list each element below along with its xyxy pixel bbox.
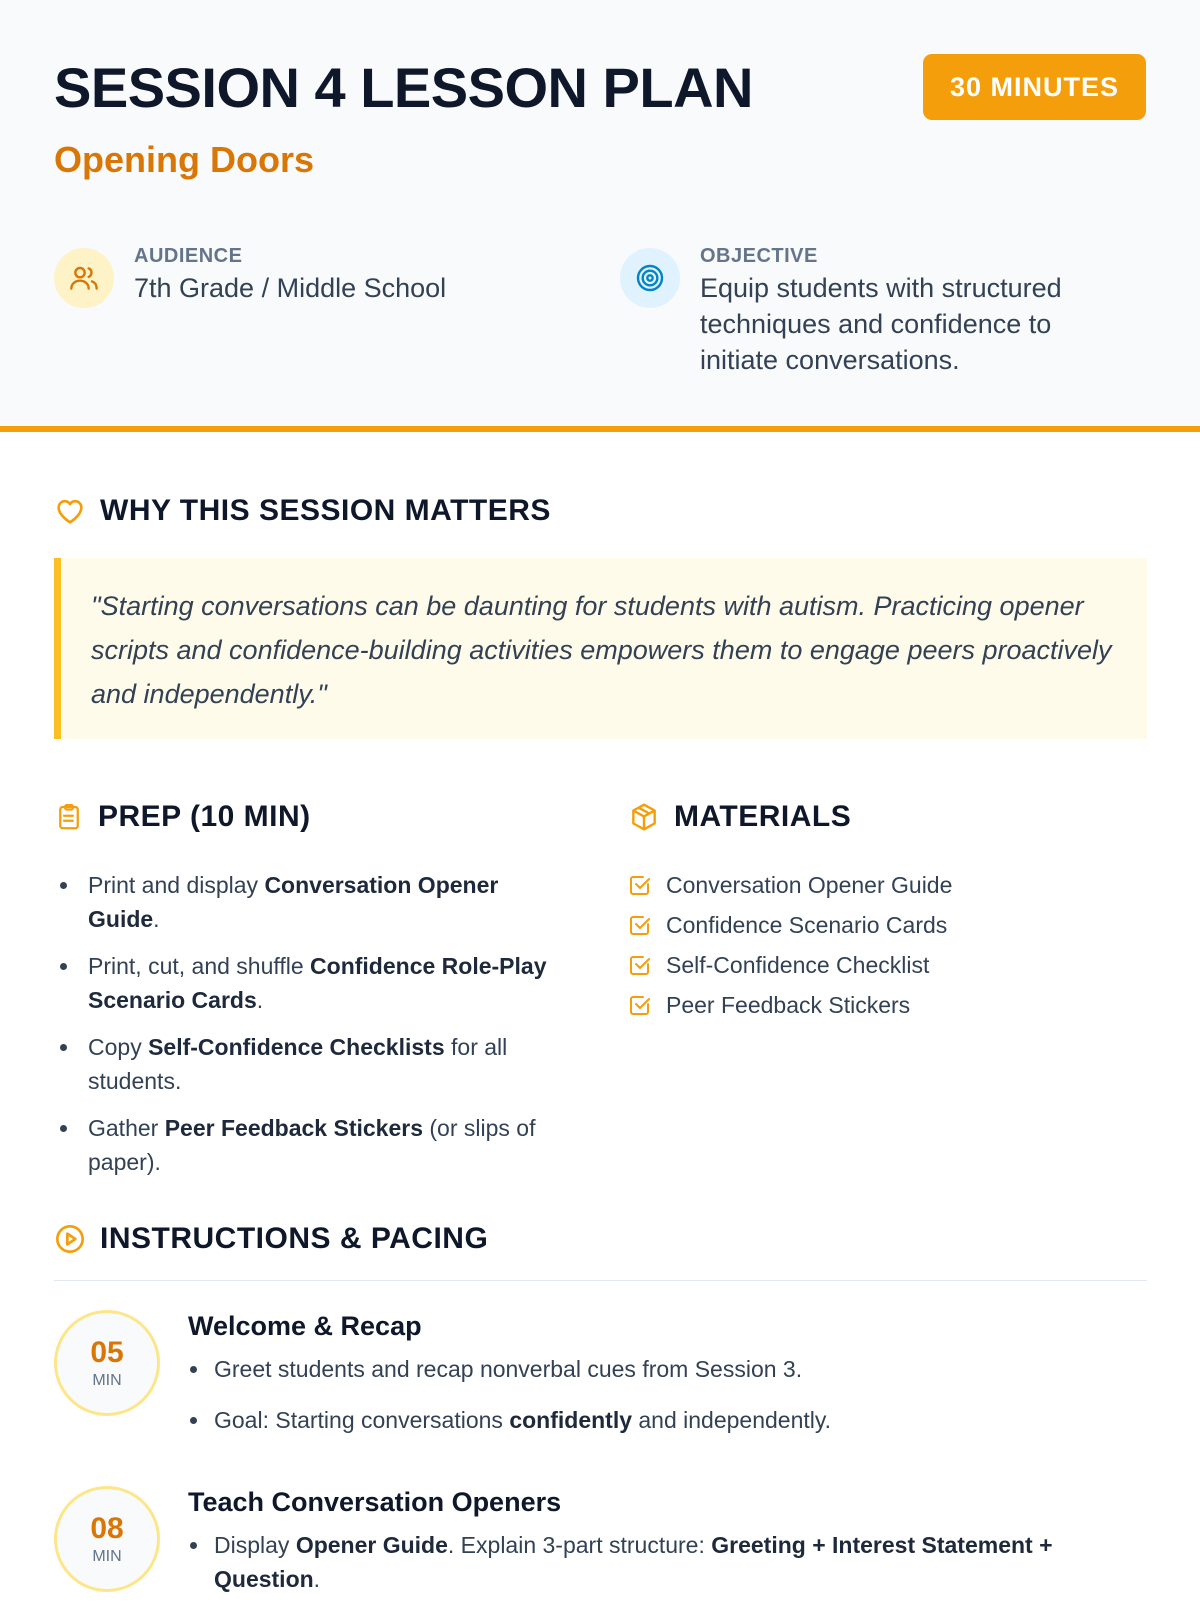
page-subtitle: Opening Doors — [54, 139, 314, 180]
prep-list — [54, 868, 574, 1179]
list-item: Peer Feedback Stickers — [628, 988, 1148, 1022]
step-duration — [54, 1486, 160, 1592]
materials-title: MATERIALS — [674, 800, 852, 833]
check-square-icon — [628, 953, 652, 977]
prep-section — [54, 800, 574, 1192]
step-minutes: 08 — [90, 1512, 124, 1545]
audience-value: 7th Grade / Middle School — [134, 273, 447, 303]
list-item: Print, cut, and shuffle Confidence Role-Play Scenario Cards. — [54, 949, 574, 1017]
list-item: Greet students and recap nonverbal cues from Session 3. — [188, 1352, 1138, 1386]
duration-badge: 30 MINUTES — [923, 54, 1146, 120]
step-title: Welcome & Recap — [188, 1311, 422, 1341]
instructions-heading — [54, 1222, 1147, 1256]
step-unit: MIN — [92, 1372, 122, 1389]
list-item: Self-Confidence Checklist — [628, 948, 1148, 982]
step-bullets — [188, 1352, 1138, 1437]
step-minutes: 05 — [90, 1336, 124, 1369]
list-item: Goal: Starting conversations confidently and independently. — [188, 1403, 1138, 1437]
meta-row — [54, 244, 1146, 384]
box-icon — [628, 801, 660, 833]
materials-list — [628, 868, 1148, 1022]
heart-icon — [54, 495, 86, 527]
why-quote: "Starting conversations can be daunting for students with autism. Practicing opener scripts and confidence-building activities empowers them to engage peers proactively and independently." — [54, 558, 1147, 739]
materials-heading — [628, 800, 1148, 834]
clipboard-icon — [54, 802, 84, 832]
step-title: Teach Conversation Openers — [188, 1487, 562, 1517]
step-bullets — [188, 1528, 1138, 1596]
check-square-icon — [628, 873, 652, 897]
materials-section — [628, 800, 1148, 1028]
why-section-heading — [54, 494, 551, 528]
step-unit: MIN — [92, 1548, 122, 1565]
page-title: SESSION 4 LESSON PLAN — [54, 56, 753, 119]
objective-value: Equip students with structured techniques and confidence to initiate conversations. — [700, 273, 1062, 375]
list-item: Confidence Scenario Cards — [628, 908, 1148, 942]
list-item: Conversation Opener Guide — [628, 868, 1148, 902]
target-icon — [620, 248, 680, 308]
step-duration — [54, 1310, 160, 1416]
audience-block — [54, 244, 446, 308]
objective-label: OBJECTIVE — [700, 245, 818, 267]
check-square-icon — [628, 993, 652, 1017]
divider — [54, 1280, 1147, 1281]
audience-label: AUDIENCE — [134, 245, 243, 267]
check-square-icon — [628, 913, 652, 937]
prep-title: PREP (10 MIN) — [98, 800, 311, 833]
list-item: Gather Peer Feedback Stickers (or slips of paper). — [54, 1111, 574, 1179]
play-circle-icon — [54, 1223, 86, 1255]
list-item: Display Opener Guide. Explain 3-part structure: Greeting + Interest Statement + Question. — [188, 1528, 1138, 1596]
list-item: Print and display Conversation Opener Guide. — [54, 868, 574, 936]
header — [0, 0, 1200, 432]
list-item: Copy Self-Confidence Checklists for all students. — [54, 1030, 574, 1098]
prep-heading — [54, 800, 574, 834]
users-icon — [54, 248, 114, 308]
instructions-title: INSTRUCTIONS & PACING — [100, 1222, 489, 1255]
why-section-title: WHY THIS SESSION MATTERS — [100, 494, 551, 527]
objective-block — [620, 244, 1100, 378]
